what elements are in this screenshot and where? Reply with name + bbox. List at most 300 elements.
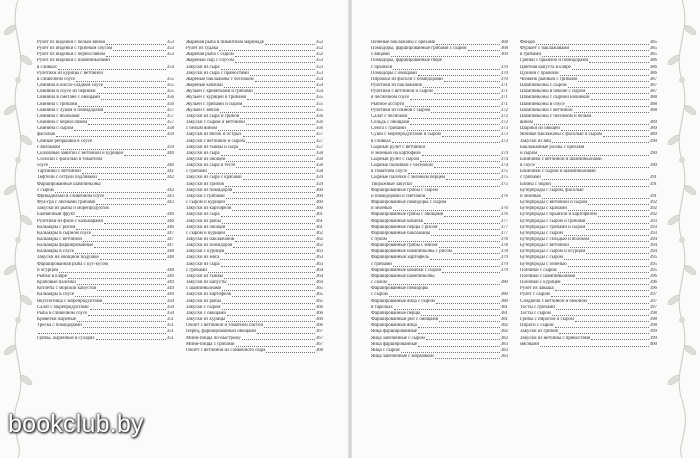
toc-entry-title: Закуски из ветчины с пряностями [520,335,591,341]
toc-entry-title: Помидоры с овощами [371,70,417,76]
toc-dot-leader [418,346,500,347]
toc-dot-leader [208,272,315,273]
toc-page-number: 387 [649,76,657,82]
toc-page-number: 358 [315,163,323,169]
toc-dot-leader [551,296,649,297]
toc-page-number: 366 [315,310,323,316]
toc-entry-title: Рулет из судака [186,46,219,52]
toc-entry-title: Тефтели с острой подливкой [37,175,97,181]
toc-entry-title: Закуски из рыбы и морепродуктов [37,206,109,212]
toc-page-number: 368 [500,40,508,45]
toc-dot-leader [88,315,165,316]
toc-entry-title: Закуски из сыра в тесте [186,163,236,169]
toc-page-number: 396 [649,286,657,292]
toc-dot-leader [58,69,166,70]
toc-entry-title: Фаршированные баклажаны [371,230,431,236]
toc-entry-title: Рулет из индейки с грибным соусом [37,46,113,52]
toc-entry-title: Пироги с сыром [520,323,554,329]
toc-entry-title: Фаршированные помидоры [371,286,429,292]
toc-entry-title: Свинина в соусе из черники [37,89,96,95]
toc-dot-leader [561,130,649,131]
toc-dot-leader [235,56,315,57]
toc-page-number: 348 [166,249,174,255]
toc-page-number: 389 [649,120,657,126]
toc-page-number: 397 [649,292,657,298]
toc-entry-title: Сырный рулет с сыром [371,156,420,162]
toc-dot-leader [222,309,315,310]
toc-page-number: 357 [315,144,323,150]
toc-entry-title: Закуски из капусты [186,280,227,286]
toc-entry-title: Фаршированные яйца [371,323,417,329]
toc-entry-title: Бутерброды с брынзой и картофелем [520,212,597,218]
toc-page-number: 370 [500,76,508,82]
toc-dot-leader [242,339,315,340]
toc-dot-leader [568,87,649,88]
toc-page-number: 353 [166,46,174,52]
toc-entry-title: Бутерброды с сыром [520,230,563,236]
toc-page-number: 343 [166,200,174,206]
toc-page-number: 356 [166,101,174,107]
toc-entry-title: Треска с помидорами [37,323,82,329]
toc-dot-leader [222,290,314,291]
toc-page-number: 386 [649,64,657,70]
toc-dot-leader [468,50,500,51]
toc-entry-title: с белым вином [186,126,218,132]
toc-dot-leader [226,235,315,236]
toc-page-number: 363 [315,249,323,255]
toc-dot-leader [420,161,500,162]
toc-entry-title: Гренки с брынзой и помидорами [520,58,589,64]
toc-dot-leader [208,173,315,174]
toc-dot-leader [227,315,315,316]
toc-entry-title: Кальмары в сырном соусе [37,230,92,236]
toc-dot-leader [265,44,315,45]
toc-page-number: 363 [315,261,323,267]
toc-dot-leader [90,309,166,310]
toc-page-number: 351 [166,317,174,323]
toc-page-number: 388 [649,95,657,101]
toc-page-number: 355 [315,107,323,113]
toc-page-number: 365 [315,298,323,304]
toc-dot-leader [555,290,649,291]
toc-page-number: 358 [315,169,323,175]
toc-entry-title: Сказочные завитки с ветчиной и курицей [37,150,124,156]
toc-page-number: 389 [649,132,657,138]
toc-dot-leader [426,339,500,340]
toc-page-number: 381 [500,304,508,310]
toc-dot-leader [434,93,500,94]
toc-entry-title: Жульен с грибами и сыром [186,101,243,107]
toc-dot-leader [226,161,314,162]
toc-entry-title: Закуски из яблок и острых [186,132,242,138]
toc-entry-title: Свинина с луком и помидорами [37,107,104,113]
toc-page-number: 347 [166,237,174,242]
toc-page-number: 382 [500,323,508,329]
toc-dot-leader [104,87,166,88]
toc-dot-leader [540,346,649,347]
toc-page-number: 387 [649,89,657,95]
toc-dot-leader [392,142,500,143]
toc-page-number: 351 [166,335,174,341]
toc-page-number: 391 [649,181,657,187]
toc-entry-title: Закуски из тыквы [186,273,223,279]
toc-entry-title: Омлет с ветчиной и томатной пастой [186,323,264,329]
toc-column-1 [37,40,174,342]
toc-entry-title: Сельдь с овощами [371,120,410,126]
toc-page-number: 340 [166,150,174,156]
toc-page-number: 367 [315,341,323,347]
toc-dot-leader [590,241,649,242]
toc-page-number: 362 [315,237,323,242]
toc-entry-title: Пирожки из фасоли с помидорами [371,76,443,82]
toc-page-number: 341 [166,169,174,175]
toc-dot-leader [444,216,499,217]
toc-page-number: 375 [500,169,508,175]
toc-entry-title: Шампиньоны с ветчиной [520,107,573,113]
toc-entry-title: Пончики с сыром [520,267,557,273]
toc-page-number: 358 [315,156,323,162]
toc-entry-title: Закуски с сыром и ветчиной [186,120,245,126]
toc-dot-leader [74,130,165,131]
toc-page-number: 359 [315,175,323,181]
toc-dot-leader [401,352,500,353]
toc-dot-leader [225,186,315,187]
toc-dot-leader [240,118,315,119]
toc-dot-leader [576,278,648,279]
toc-page-number: 353 [315,64,323,70]
toc-page-number: 393 [649,230,657,236]
toc-dot-leader [96,204,165,205]
toc-dot-leader [555,327,649,328]
toc-page-number: 357 [315,132,323,138]
toc-page-number: 392 [649,206,657,212]
toc-entry-title: Яйца фаршированные [371,341,418,347]
toc-entry-title: Бутерброды с ветчиной [520,243,569,249]
toc-page-number: 353 [315,70,323,76]
toc-entry-title: Бутерброды с сыром, фасолью [520,187,584,193]
toc-page-number: 395 [649,255,657,261]
toc-page-number: 354 [166,64,174,70]
toc-dot-leader [388,241,500,242]
toc-entry-title: Рулетики из баклажанов [371,83,422,89]
toc-dot-leader [56,136,165,137]
toc-entry-title: Закуски из сыра с крабами [186,175,242,181]
toc-dot-leader [408,173,500,174]
toc-dot-leader [83,241,166,242]
toc-entry-title: Закуски с овощами [186,310,226,316]
toc-dot-leader [75,253,166,254]
toc-page-number: 346 [166,224,174,230]
toc-entry-title: в соусе [520,163,535,169]
toc-dot-leader [88,124,166,125]
toc-entry-title: Закуски из мяса [186,255,220,261]
toc-entry-title: Фаршированные грибы с сыром [371,187,438,193]
toc-dot-leader [106,44,165,45]
toc-dot-leader [431,112,500,113]
toc-entry-title: Жульен с креветками и грибами [186,89,253,95]
toc-dot-leader [418,333,500,334]
toc-entry-title: Салат с чесноком [371,113,408,119]
toc-dot-leader [393,69,499,70]
toc-entry-title: в сливках [37,64,57,70]
toc-dot-leader [436,44,499,45]
toc-page-number: 377 [500,218,508,224]
toc-entry-title: Блинчики с ветчиной и шампиньонами [520,156,602,162]
toc-dot-leader [542,198,649,199]
toc-page-number: 349 [166,273,174,279]
toc-dot-leader [552,186,649,187]
toc-entry-title: Фаршированные кабачки [371,218,424,224]
toc-entry-title: Кальмары с рисом [37,224,76,230]
toc-entry-title: Жареные кабачки [186,83,223,89]
toc-page-number: 365 [315,286,323,292]
toc-page-number: 390 [649,138,657,144]
toc-entry-title: Бутерброды с сыром [520,255,563,261]
toc-entry-title: Котлеты с морской капустой [37,286,97,292]
toc-dot-leader [591,99,649,100]
toc-dot-leader [575,321,649,322]
toc-entry-title: и огурцом [37,267,59,273]
toc-page-number: 353 [315,58,323,64]
toc-page-number: 393 [649,218,657,224]
toc-dot-leader [570,247,649,248]
toc-dot-leader [76,229,165,230]
toc-dot-leader [104,223,166,224]
toc-page-number: 395 [649,261,657,267]
toc-page-number: 374 [500,163,508,169]
toc-page-number: 357 [166,107,174,113]
toc-dot-leader [233,247,314,248]
toc-dot-leader [257,333,315,334]
toc-page-number: 368 [500,46,508,52]
toc-dot-leader [393,266,500,267]
toc-page-number: 394 [649,237,657,242]
toc-page-number: 398 [649,310,657,316]
toc-page-number: 390 [649,163,657,169]
toc-page-number: 397 [649,298,657,304]
toc-entry-title: и зеленью [371,206,393,212]
toc-entry-title: Закуски из грибов [186,181,224,187]
toc-page-number: 358 [166,126,174,132]
toc-page-number: 349 [166,292,174,298]
toc-page-number: 366 [315,304,323,310]
toc-dot-leader [78,106,165,107]
toc-page-number: 360 [315,206,323,212]
toc-entry-title: Закуски с ветчиной и сыром [186,138,245,144]
toc-entry-title: Цукини с брынзой [520,70,559,76]
toc-page-number: 372 [500,107,508,113]
toc-dot-leader [389,296,500,297]
toc-entry-title: с сыром [37,187,54,193]
toc-dot-leader [422,155,500,156]
toc-page-number: 374 [500,156,508,162]
toc-dot-leader [408,118,499,119]
toc-page-number: 350 [166,298,174,304]
toc-dot-leader [97,290,165,291]
toc-entry-title: с брынзой [371,64,393,70]
toc-dot-leader [235,241,315,242]
toc-page-number: 355 [315,101,323,107]
toc-entry-title: Блинчики с сыром и шампиньонами [520,169,596,175]
toc-page-number: 383 [500,347,508,353]
toc-dot-leader [243,106,314,107]
toc-dot-leader [247,99,314,100]
toc-dot-leader [98,179,166,180]
toc-entry-title: Фондю [520,40,536,45]
toc-entry-title: Свинина в кисло-сладком соусе [37,83,103,89]
toc-dot-leader [588,303,649,304]
toc-dot-leader [560,75,649,76]
toc-entry-title: Закуски из картофеля [186,292,231,298]
toc-page-number: 364 [315,273,323,279]
toc-entry-title: Свинина с черносливом [37,120,88,126]
toc-entry-title: Закуски из грибов [520,329,558,335]
toc-page-number: 355 [166,76,174,82]
toc-page-number: 352 [315,46,323,52]
toc-page-number: 340 [166,163,174,169]
toc-entry-title: Семга с грибами [371,126,406,132]
toc-dot-leader [439,229,500,230]
toc-dot-leader [220,112,314,113]
toc-entry-title: и сыром [520,150,538,156]
toc-entry-title: Шампиньоны с сырной начинкой [520,95,590,101]
toc-page-number: 342 [166,187,174,193]
toc-entry-title: Жульен с мясом [186,107,220,113]
toc-dot-leader [568,266,649,267]
toc-dot-leader [586,253,648,254]
toc-page-number: 376 [500,212,508,218]
toc-entry-title: Закуски из сыра [186,64,220,70]
toc-entry-title: Рыбки в кляре [37,273,67,279]
toc-entry-title: Закуски из рыбы [186,218,222,224]
toc-dot-leader [221,69,315,70]
toc-entry-title: Рулет из индейки с шампиньонами [37,58,110,64]
toc-dot-leader [77,321,166,322]
toc-entry-title: Блины с икрой [520,181,551,187]
toc-page-number: 381 [500,317,508,323]
toc-dot-leader [407,130,500,131]
toc-page-number: 400 [649,341,657,347]
toc-entry-title: Закуски из овощей [186,224,226,230]
toc-dot-leader [442,136,500,137]
toc-dot-leader [431,235,499,236]
toc-entry-title: Свинина с грибами [37,101,78,107]
toc-entry-title: Рыба в сливочном соусе [37,310,88,316]
toc-page-number: 385 [649,52,657,58]
toc-entry-title: Мини-пицца с грибами [186,341,235,347]
floral-ornament-right-icon [664,0,700,458]
toc-column-4 [520,40,657,348]
toc-dot-leader [81,118,166,119]
toc-page-number: 388 [649,107,657,113]
toc-entry-title: Фуршет с баклажанами [520,46,570,52]
toc-entry [520,342,657,348]
toc-entry-title: Бутерброды с сельдью и яблоком [520,237,590,242]
toc-entry-title: Вкуснотища с морепродуктами [37,298,103,304]
toc-entry-title: Закуски из сыра [186,150,220,156]
toc-dot-leader [94,247,165,248]
toc-entry-title: Фаршированный рис с овощами [371,317,439,323]
toc-dot-leader [589,62,648,63]
toc-page-number: 398 [649,317,657,323]
toc-entry-title: с салом [371,280,387,286]
toc-page-number: 354 [315,83,323,89]
toc-dot-leader [61,149,166,150]
toc-dot-leader [564,259,649,260]
toc-entry-title: Грибы, жаренные в сухарях [37,335,95,341]
toc-entry-title: Кальмары в соусе [37,292,75,298]
toc-dot-leader [394,309,500,310]
toc-dot-leader [418,75,500,76]
toc-dot-leader [439,247,500,248]
toc-entry-title: Сырные палочки с зеленым перцем [371,175,445,181]
toc-entry-title: в грибами [520,52,541,58]
toc-entry [371,354,508,360]
toc-page-number: 356 [315,120,323,126]
toc-dot-leader [434,167,500,168]
toc-dot-leader [442,272,499,273]
toc-page-number: 376 [500,193,508,199]
toc-page-number: 380 [500,280,508,286]
toc-page-number: 394 [649,243,657,249]
toc-page-number: 379 [500,267,508,273]
toc-page-number: 398 [649,323,657,329]
toc-page-number: 357 [166,120,174,126]
toc-entry-title: Рулетики из курицы с ветчиной [37,70,103,76]
toc-dot-leader [49,167,165,168]
toc-page-number: 374 [500,150,508,156]
toc-entry-title: Кальмары с ветчиной [37,237,83,242]
toc-dot-leader [570,50,649,51]
toc-entry-title: Рулетики из филе с кальмарами [37,218,104,224]
toc-entry-title: Помидоры, фаршированные пюре [371,58,442,64]
toc-dot-leader [562,284,649,285]
toc-dot-leader [534,124,649,125]
toc-page-number: 387 [649,83,657,89]
toc-entry-title: Закуски из помидоров [186,187,233,193]
toc-page-number: 351 [166,323,174,329]
toc-entry-title: Свинина с яблоками [37,113,80,119]
toc-dot-leader [418,327,500,328]
toc-dot-leader [423,87,500,88]
toc-dot-leader [264,327,315,328]
toc-page-number: 386 [649,58,657,64]
toc-dot-leader [124,155,166,156]
toc-dot-leader [568,210,649,211]
toc-dot-leader [552,315,649,316]
toc-entry-title: Бутерброды с ветчиной и сыром [520,200,588,206]
toc-entry-title: с сыром и курицей [186,200,226,206]
toc-entry-title: Цветная капуста в кляре [520,64,571,70]
toc-entry-title: Закуски из сыра и грибов [186,113,239,119]
toc-entry-title: Жареный сыр с соусом [186,58,234,64]
toc-entry-title: с сыром [371,292,388,298]
toc-page-number: 373 [500,138,508,144]
toc-entry-title: Жареные баклажаны с чесноком [186,76,254,82]
toc-entry-title: Грибы с пирогом и сыром [520,317,574,323]
toc-dot-leader [598,216,649,217]
toc-entry-title: Креветки жареные [37,317,76,323]
toc-page-number: 358 [315,150,323,156]
toc-page-number: 351 [166,329,174,335]
toc-entry-title: с яйцами [371,52,390,58]
toc-page-number: 363 [315,255,323,261]
toc-entry-title: с яблоками [37,144,61,150]
toc-page-number: 359 [166,132,174,138]
toc-dot-leader [588,204,648,205]
toc-page-number: 360 [315,187,323,193]
toc-page-number: 392 [649,212,657,218]
